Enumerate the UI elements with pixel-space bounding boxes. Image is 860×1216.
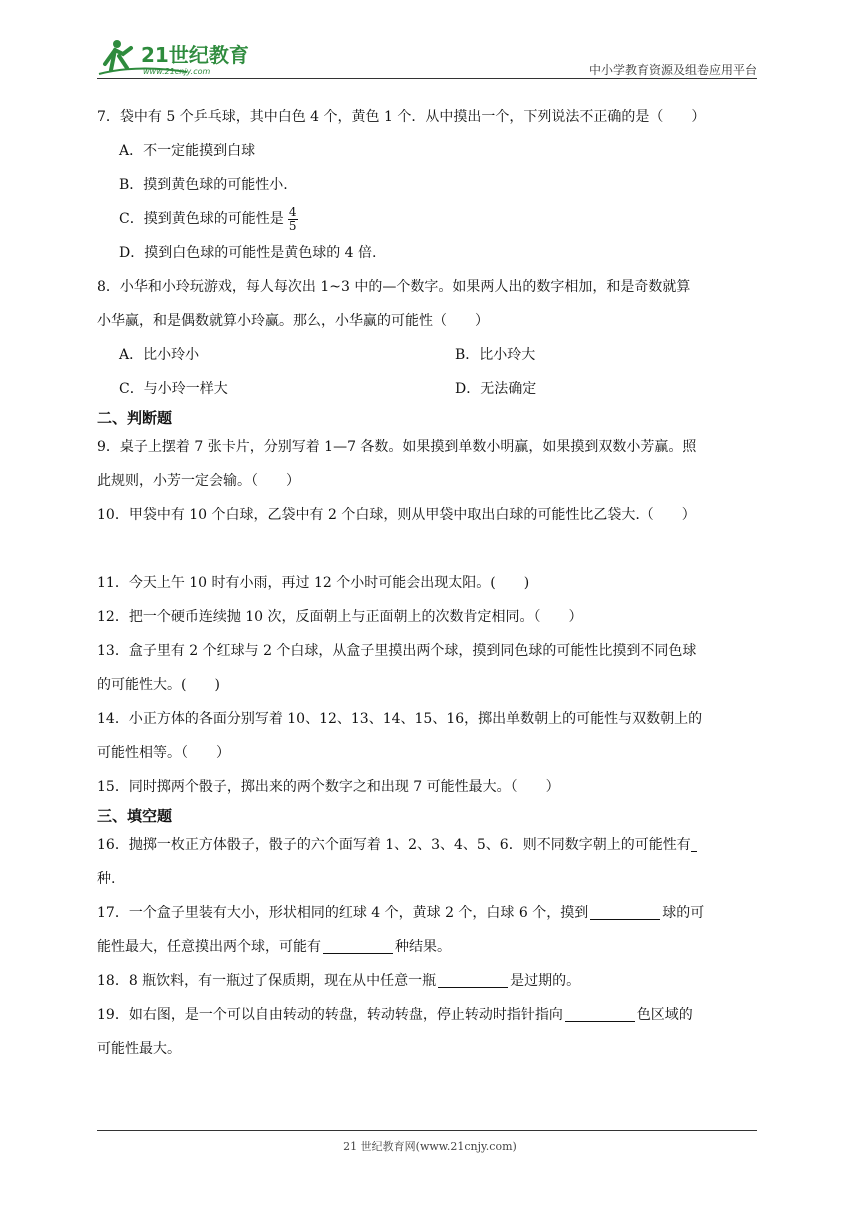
q11: 11．今天上午 10 时有小雨，再过 12 个小时可能会出现太阳。( ) xyxy=(97,575,530,591)
q17-line1 xyxy=(97,896,763,930)
q18 xyxy=(97,964,763,998)
q17-part1: 17．一个盒子里装有大小，形状相同的红球 4 个，黄球 2 个，白球 6 个，摸到 xyxy=(97,905,589,921)
q17-part3: 能性最大，任意摸出两个球，可能有 xyxy=(97,939,321,955)
answer-blank xyxy=(565,1005,635,1022)
q18-part2: 是过期的。 xyxy=(510,973,581,989)
q19-part1: 19．如右图，是一个可以自由转动的转盘，转动转盘，停止转动时指针指向 xyxy=(97,1007,563,1023)
q15: 15．同时掷两个骰子，掷出来的两个数字之和出现 7 可能性最大。（ ） xyxy=(97,779,560,795)
q7-stem: 7．袋中有 5 个乒乓球，其中白色 4 个，黄色 1 个．从中摸出一个，下列说法不正确的是（ ） xyxy=(97,109,706,125)
q14-line2: 可能性相等。（ ） xyxy=(97,745,230,761)
header-divider xyxy=(97,78,757,79)
q16-line2: 种. xyxy=(97,871,116,887)
q8-options-row2 xyxy=(97,372,763,406)
q16-text: 16．抛掷一枚正方体骰子，骰子的六个面写着 1、2、3、4、5、6．则不同数字朝上的可能性有 xyxy=(97,837,691,853)
q19-line2: 可能性最大。 xyxy=(97,1041,181,1057)
q7-option-c xyxy=(97,202,763,236)
q17-part4: 种结果。 xyxy=(395,939,451,955)
q14-line1: 14．小正方体的各面分别写着 10、12、13、14、15、16，掷出单数朝上的可能性与双数朝上的 xyxy=(97,711,703,727)
q12: 12．把一个硬币连续抛 10 次，反面朝上与正面朝上的次数肯定相同。（ ） xyxy=(97,609,583,625)
q8-option-a: A．比小玲小 xyxy=(119,347,200,363)
q7-option-c-text: C．摸到黄色球的可能性是 xyxy=(119,211,284,227)
q9-line1: 9．桌子上摆着 7 张卡片，分别写着 1—7 各数。如果摸到单数小明赢，如果摸到双数小芳赢。照 xyxy=(97,439,697,455)
answer-blank xyxy=(691,835,697,852)
fraction xyxy=(288,206,298,233)
q9-line2: 此规则，小芳一定会输。（ ） xyxy=(97,473,300,489)
q17-part2: 球的可 xyxy=(662,905,705,921)
q7-option-b: B．摸到黄色球的可能性小. xyxy=(119,177,288,193)
answer-blank xyxy=(438,971,508,988)
section-heading-judgement: 二、判断题 xyxy=(97,409,173,427)
q8-option-d: D．无法确定 xyxy=(455,381,537,397)
document-body xyxy=(97,100,763,1066)
q8-stem-line1: 8．小华和小玲玩游戏，每人每次出 1~3 中的—个数字。如果两人出的数字相加，和是奇数就算 xyxy=(97,279,691,295)
fraction-denominator: 5 xyxy=(288,218,297,233)
header-platform-text: 中小学教育资源及组卷应用平台 xyxy=(588,63,757,77)
q17-line2 xyxy=(97,930,763,964)
q7-option-a: A．不一定能摸到白球 xyxy=(119,143,256,159)
section-heading-fill-in: 三、填空题 xyxy=(97,807,173,825)
q8-option-b: B．比小玲大 xyxy=(455,347,536,363)
page-header xyxy=(97,34,757,78)
q13-line1: 13．盒子里有 2 个红球与 2 个白球，从盒子里摸出两个球，摸到同色球的可能性比摸到不同色球 xyxy=(97,643,697,659)
q8-stem-line2: 小华赢，和是偶数就算小玲赢。那么，小华赢的可能性（ ） xyxy=(97,313,489,329)
q8-options-row1 xyxy=(97,338,763,372)
q19-part2: 色区域的 xyxy=(636,1007,693,1023)
q8-option-c: C．与小玲一样大 xyxy=(119,381,228,397)
q19-line1 xyxy=(97,998,763,1032)
q13-line2: 的可能性大。( ) xyxy=(97,677,220,693)
spacer xyxy=(97,532,763,566)
q16-line1 xyxy=(97,828,763,862)
q10: 10．甲袋中有 10 个白球，乙袋中有 2 个白球，则从甲袋中取出白球的可能性比乙袋大.（ ） xyxy=(97,507,696,523)
footer-divider xyxy=(97,1130,757,1131)
answer-blank xyxy=(590,903,660,920)
page-footer: 21 世纪教育网(www.21cnjy.com) xyxy=(343,1140,517,1153)
site-logo xyxy=(97,34,267,78)
q18-part1: 18．8 瓶饮料，有一瓶过了保质期，现在从中任意一瓶 xyxy=(97,973,437,989)
fraction-numerator: 4 xyxy=(288,204,297,219)
logo-text: 21世纪教育 xyxy=(141,43,249,67)
q7-option-d: D．摸到白色球的可能性是黄色球的 4 倍. xyxy=(119,245,377,261)
logo-url: www.21cnjy.com xyxy=(143,67,211,76)
answer-blank xyxy=(323,937,393,954)
